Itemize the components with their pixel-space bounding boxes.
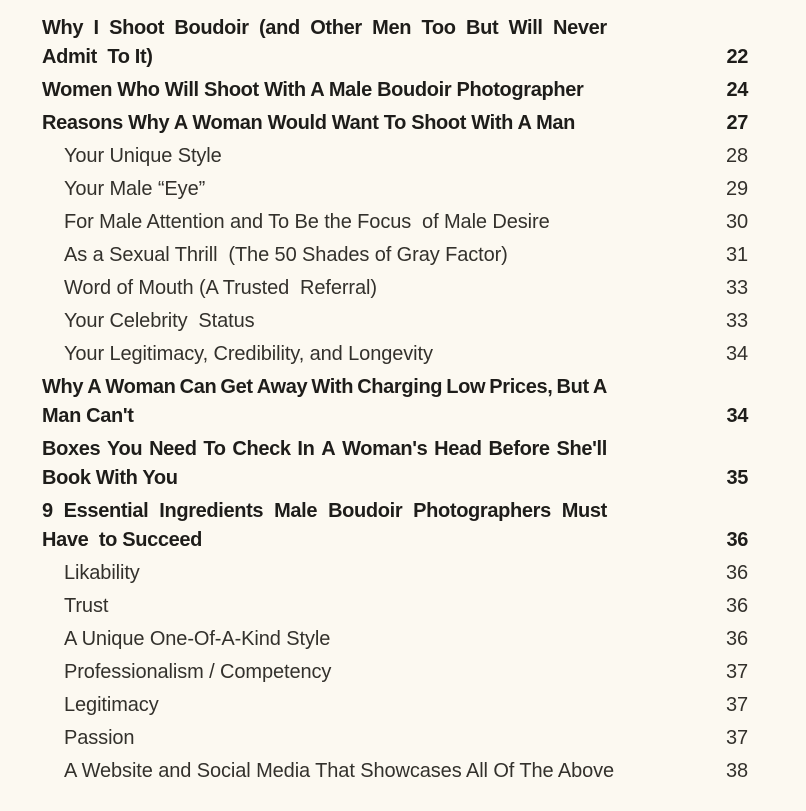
toc-entry-line: Word of Mouth (A Trusted Referral) <box>64 277 377 299</box>
toc-entry-line: Your Male “Eye” <box>64 178 206 200</box>
toc-entry-line: Man Can't <box>42 405 134 427</box>
toc-word: Head <box>434 438 482 460</box>
toc-entry-title <box>42 76 607 105</box>
toc-entry-line: Legitimacy <box>64 694 159 716</box>
toc-entry-line: For Male Attention and To Be the Focus of Male Desire <box>64 211 550 233</box>
toc-entry-line: Reasons Why A Woman Would Want To Shoot With A Man <box>42 112 576 134</box>
toc-entry-page-number: 37 <box>725 694 748 716</box>
toc-word: But <box>466 17 499 39</box>
toc-word: Can <box>179 376 217 398</box>
toc-word: To <box>203 438 226 460</box>
toc-entry-section <box>42 274 748 303</box>
toc-entry-page-number: 34 <box>725 343 748 365</box>
toc-entry-title <box>64 274 607 303</box>
toc-entry-title <box>64 175 607 204</box>
toc-word: Why <box>42 17 84 39</box>
toc-entry-page-number: 37 <box>725 727 748 749</box>
toc-entry-section <box>42 307 748 336</box>
toc-entry-page-number: 24 <box>726 79 748 101</box>
toc-entry-line <box>42 14 607 43</box>
toc-entry-chapter <box>42 76 748 105</box>
toc-entry-line: Have to Succeed <box>42 529 203 551</box>
toc-word: 9 <box>42 500 53 522</box>
toc-word: Away <box>256 376 308 398</box>
toc-word: I <box>93 17 99 39</box>
toc-word: Charging <box>357 376 443 398</box>
toc-word: She'll <box>556 438 607 460</box>
toc-entry-title <box>42 109 607 138</box>
toc-entry-chapter <box>42 497 748 555</box>
toc-word: Never <box>553 17 607 39</box>
toc-entry-chapter <box>42 14 748 72</box>
toc-entry-title <box>42 14 607 72</box>
toc-entry-line <box>42 435 607 464</box>
toc-entry-section <box>42 625 748 654</box>
toc-entry-title <box>64 658 607 687</box>
toc-word: You <box>107 438 143 460</box>
toc-entry-line: Likability <box>64 562 140 584</box>
toc-word: Shoot <box>109 17 165 39</box>
toc-entry-line: Women Who Will Shoot With A Male Boudoir Photographer <box>42 79 584 101</box>
toc-word: With <box>311 376 354 398</box>
toc-entry-line: Trust <box>64 595 109 617</box>
toc-entry-title <box>64 592 607 621</box>
toc-word: Prices, <box>489 376 553 398</box>
toc-word: Need <box>149 438 197 460</box>
toc-entry-line: As a Sexual Thrill (The 50 Shades of Gray Factor) <box>64 244 508 266</box>
toc-entry-section <box>42 592 748 621</box>
toc-entry-section <box>42 208 748 237</box>
toc-entry-title <box>64 625 607 654</box>
toc-entry-section <box>42 691 748 720</box>
toc-entry-line: Your Unique Style <box>64 145 222 167</box>
toc-entry-chapter <box>42 109 748 138</box>
toc-entry-section <box>42 757 748 786</box>
toc-entry-section <box>42 142 748 171</box>
toc-word: Photographers <box>413 500 551 522</box>
toc-entry-page-number: 27 <box>726 112 748 134</box>
toc-entry-title <box>64 307 607 336</box>
toc-entry-section <box>42 241 748 270</box>
toc-entry-page-number: 36 <box>725 562 748 584</box>
toc-word: Must <box>561 500 607 522</box>
toc-entry-page-number: 33 <box>725 277 748 299</box>
toc-entry-section <box>42 340 748 369</box>
toc-word: Ingredients <box>159 500 264 522</box>
toc-entry-line: A Website and Social Media That Showcases All Of The Above <box>64 760 615 782</box>
toc-word: A <box>87 376 102 398</box>
toc-entry-page-number: 33 <box>725 310 748 332</box>
toc-word: Boudoir <box>328 500 403 522</box>
toc-entry-title <box>64 208 607 237</box>
toc-word: Woman's <box>342 438 428 460</box>
toc-word: Get <box>220 376 253 398</box>
toc-entry-page-number: 34 <box>726 405 748 427</box>
toc-word: Boudoir <box>174 17 249 39</box>
toc-word: Too <box>421 17 456 39</box>
toc-entry-chapter <box>42 435 748 493</box>
toc-entry-chapter <box>42 373 748 431</box>
toc-word: Other <box>310 17 362 39</box>
toc-entry-page-number: 36 <box>726 529 748 551</box>
toc-entry-page-number: 38 <box>725 760 748 782</box>
toc-word: Male <box>274 500 318 522</box>
toc-entry-page-number: 31 <box>725 244 748 266</box>
toc-entry-page-number: 28 <box>725 145 748 167</box>
toc-word: In <box>297 438 315 460</box>
toc-word: But <box>556 376 589 398</box>
toc-entry-section <box>42 658 748 687</box>
toc-entry-line: Your Celebrity Status <box>64 310 255 332</box>
toc-word: Before <box>488 438 550 460</box>
toc-entry-title <box>64 757 615 786</box>
toc-entry-page-number: 30 <box>725 211 748 233</box>
toc-entry-page-number: 22 <box>726 46 748 68</box>
toc-entry-page-number: 37 <box>725 661 748 683</box>
toc-word: Low <box>446 376 486 398</box>
toc-entry-line: A Unique One-Of-A-Kind Style <box>64 628 331 650</box>
toc-entry-page-number: 36 <box>725 628 748 650</box>
toc-entry-section <box>42 559 748 588</box>
toc-list <box>42 14 748 786</box>
toc-entry-line: Professionalism / Competency <box>64 661 332 683</box>
toc-word: Boxes <box>42 438 101 460</box>
toc-entry-page-number: 36 <box>725 595 748 617</box>
toc-word: Why <box>42 376 84 398</box>
toc-entry-line: Passion <box>64 727 135 749</box>
toc-word: A <box>321 438 336 460</box>
toc-entry-line: Book With You <box>42 467 178 489</box>
toc-entry-title <box>64 559 607 588</box>
toc-entry-title <box>64 691 607 720</box>
toc-entry-section <box>42 175 748 204</box>
toc-entry-page-number: 29 <box>725 178 748 200</box>
toc-word: Will <box>508 17 543 39</box>
toc-word: A <box>592 376 607 398</box>
toc-entry-title <box>64 241 607 270</box>
toc-entry-line: Your Legitimacy, Credibility, and Longevity <box>64 343 433 365</box>
toc-entry-title <box>42 373 607 431</box>
toc-entry-section <box>42 724 748 753</box>
toc-entry-line <box>42 497 607 526</box>
toc-entry-line <box>42 373 607 402</box>
toc-entry-title <box>64 724 607 753</box>
toc-entry-title <box>42 497 607 555</box>
toc-entry-line: Admit To It) <box>42 46 153 68</box>
toc-word: Essential <box>63 500 149 522</box>
toc-entry-title <box>42 435 607 493</box>
toc-entry-page-number: 35 <box>726 467 748 489</box>
toc-word: Men <box>372 17 412 39</box>
toc-entry-title <box>64 142 607 171</box>
toc-word: Check <box>232 438 291 460</box>
toc-word: (and <box>259 17 300 39</box>
toc-entry-title <box>64 340 607 369</box>
toc-word: Woman <box>105 376 176 398</box>
